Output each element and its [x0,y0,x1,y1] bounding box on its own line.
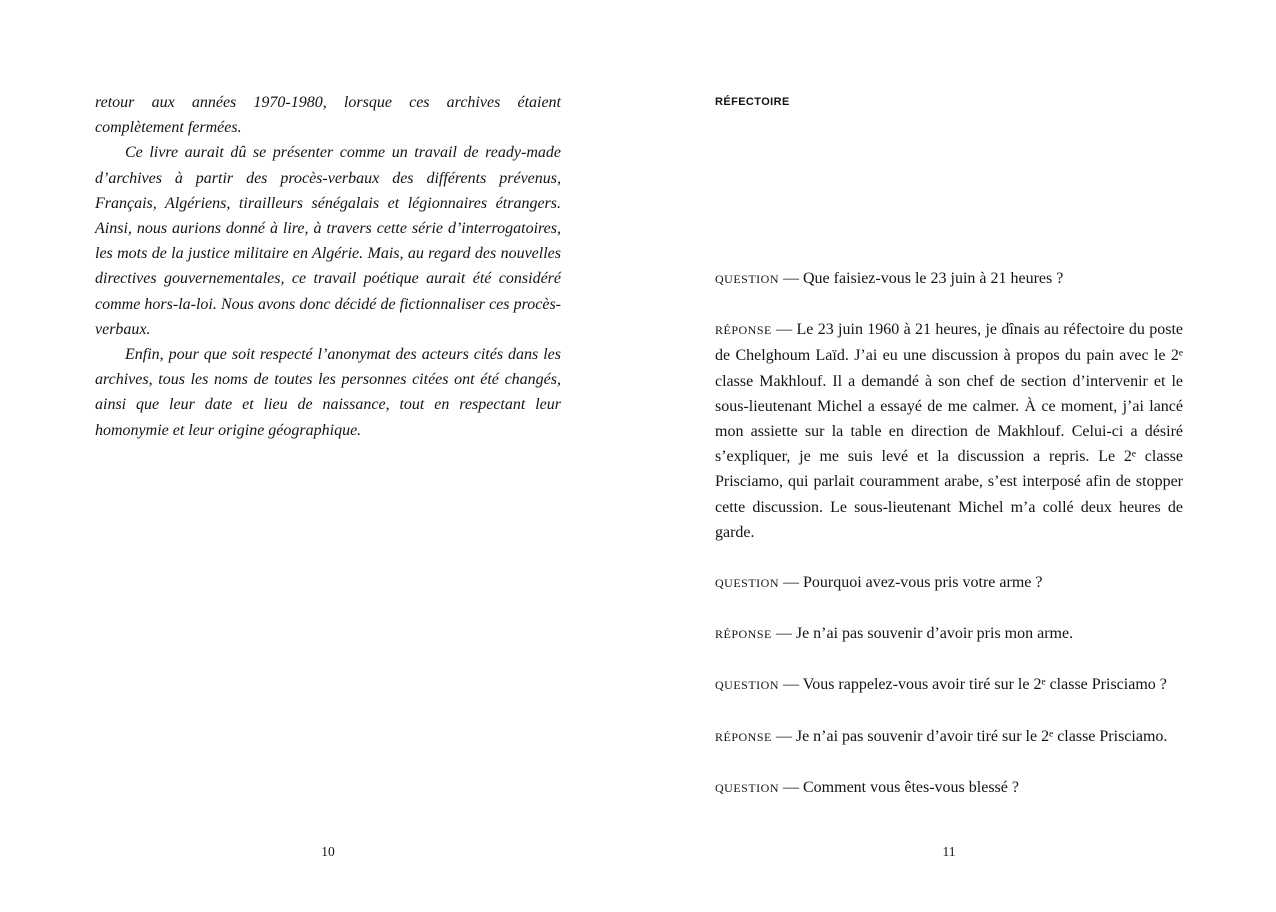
qa-item [715,724,1183,750]
qa-item [715,672,1183,698]
chapter-title: RÉFECTOIRE [715,96,790,108]
qa-label: RÉPONSE [715,729,772,744]
qa-item [715,317,1183,545]
qa-label: QUESTION [715,678,779,693]
qa-text: — Je n’ai pas souvenir d’avoir tiré sur le 2ᵉ classe Prisciamo. [775,727,1168,745]
qa-label: QUESTION [715,272,779,286]
qa-label: QUESTION [715,576,779,591]
qa-label: RÉPONSE [715,627,772,642]
qa-label: RÉPONSE [715,323,772,338]
qa-text: — Pourquoi avez-vous pris votre arme ? [783,574,1043,592]
qa-item [715,570,1183,596]
paragraph: Ce livre aurait dû se présenter comme un travail de ready-made d’archives à partir des procès-verbaux des différents prévenus, Français, Algériens, tirailleurs sénégalais et légionnaires étrangers. Ainsi, nous aurions donné à lire, à travers cette série d’interrogatoires, les mots de la justice militaire en Algérie. Mais, au regard des nouvelles directives gouvernementales, ce travail poétique aurait été considéré comme hors-la-loi. Nous avons donc décidé de fictionnaliser ces procès-verbaux. [95,144,561,338]
page-number-left: 10 [321,844,335,859]
qa-text: — Vous rappelez-vous avoir tiré sur le 2ᵉ classe Prisciamo ? [783,676,1167,694]
qa-item [715,621,1183,647]
qa-text: — Je n’ai pas souvenir d’avoir pris mon arme. [775,625,1074,643]
paragraph: retour aux années 1970-1980, lorsque ces archives étaient complètement fermées. [95,94,561,137]
page-number-right: 11 [942,844,956,859]
left-page-text [95,90,561,443]
qa-item [715,775,1183,801]
qa-label: QUESTION [715,780,779,795]
qa-text: — Le 23 juin 1960 à 21 heures, je dînais au réfectoire du poste de Chelghoum Laïd. J’ai eu une discussion à propos du pain avec le 2ᵉ classe Makhlouf. Il a demandé à son chef de section d’intervenir et le sous-lieutenant Michel a essayé de me calmer. À ce moment, j’ai lancé mon assiette sur la table en direction de Makhlouf. Celui-ci a désiré s’expliquer, je me suis levé et la discussion a repris. Le 2ᵉ classe Prisciamo, qui parlait couramment arabe, s’est interposé afin de stopper cette discussion. Le sous-lieutenant Michel m’a collé deux heures de garde. [715,321,1184,541]
qa-text: — Comment vous êtes-vous blessé ? [783,778,1019,796]
qa-item [715,266,1183,292]
qa-list [715,266,1183,826]
paragraph: Enfin, pour que soit respecté l’anonymat des acteurs cités dans les archives, tous les noms de toutes les personnes citées ont été changés, ainsi que leur date et lieu de naissance, tout en respectant leur homonymie et leur origine géographique. [95,346,561,439]
qa-text: — Que faisiez-vous le 23 juin à 21 heures ? [783,270,1064,287]
page-right [638,0,1276,912]
